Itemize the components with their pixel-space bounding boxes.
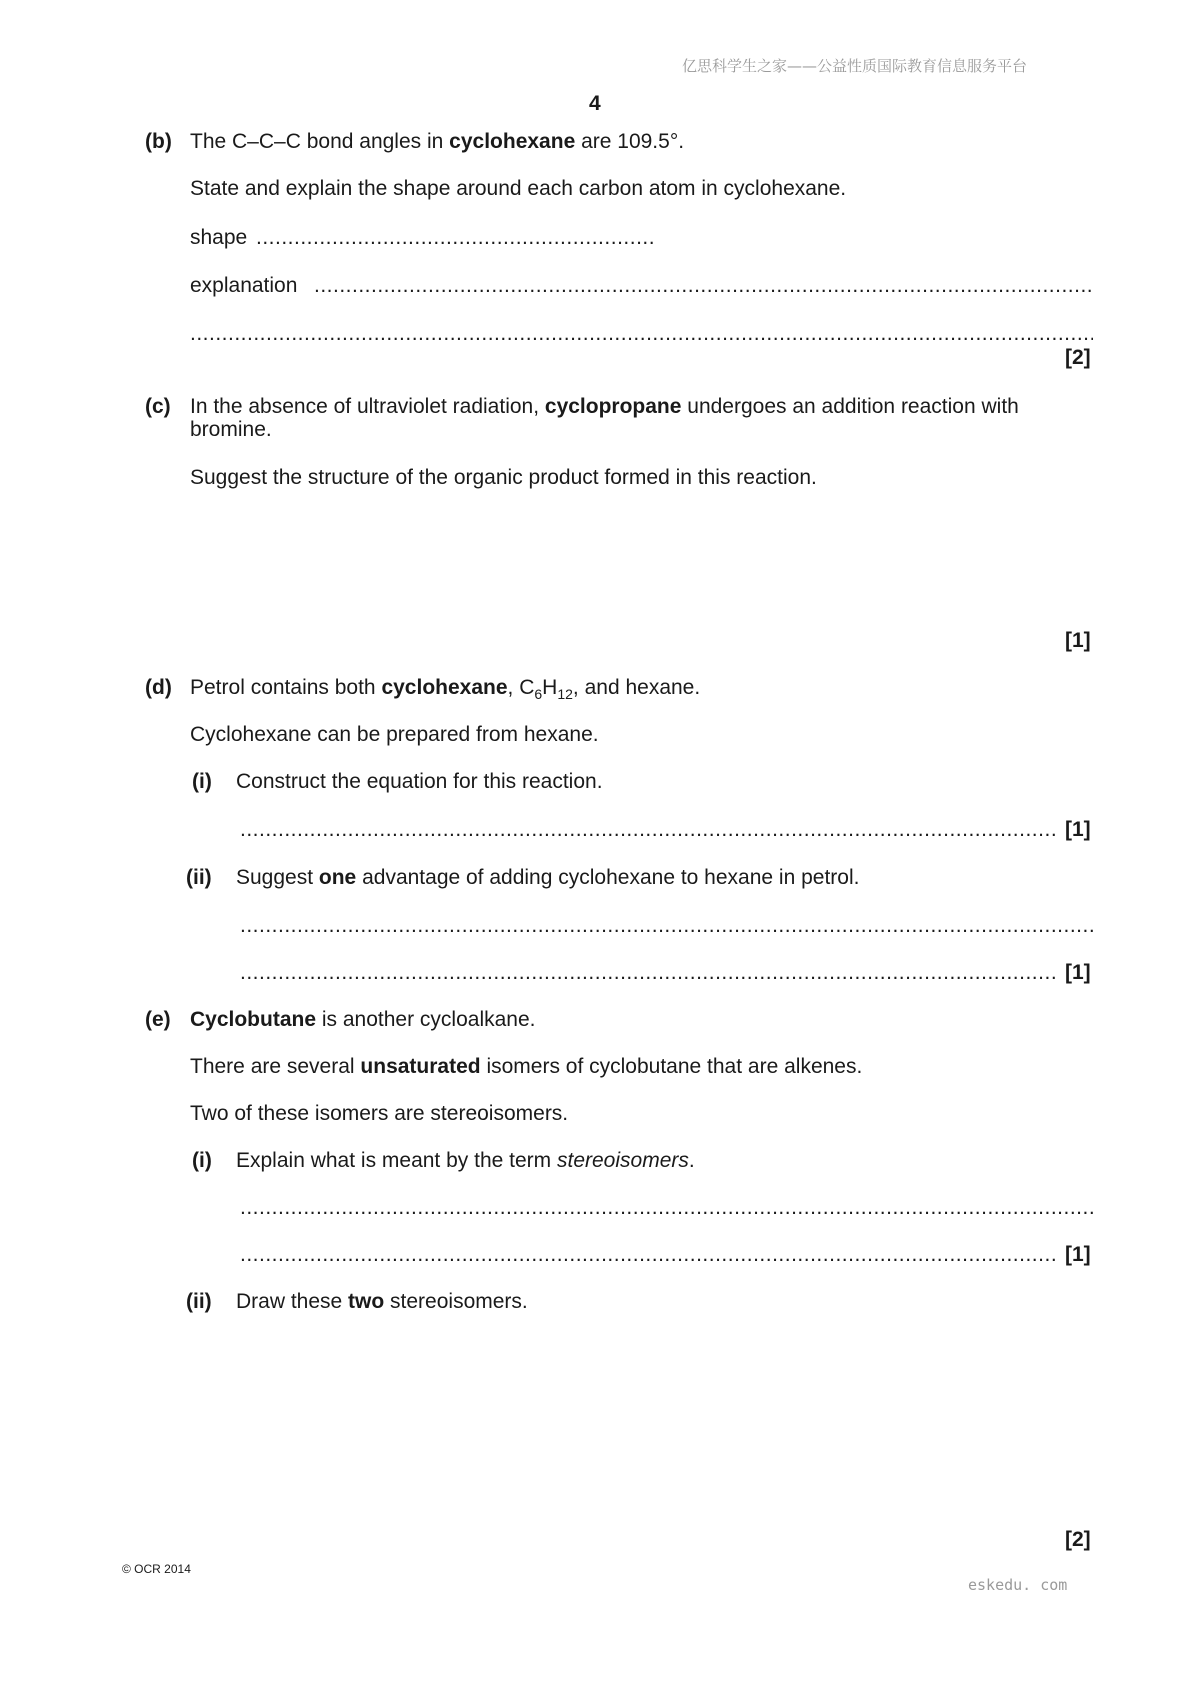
part-c-label: (c): [145, 395, 171, 418]
part-d-i-label: (i): [192, 770, 212, 793]
text: undergoes an addition reaction with: [681, 395, 1019, 418]
part-e-ii-text: [236, 1290, 528, 1314]
watermark-top: 亿思科学生之家——公益性质国际教育信息服务平台: [682, 57, 1028, 75]
part-e-ii-mark: [2]: [1065, 1528, 1091, 1551]
part-d-ii-text: [236, 866, 859, 890]
part-d-ii-label: (ii): [186, 866, 212, 889]
part-d-i-answer-line[interactable]: [240, 818, 1055, 842]
part-e-i-text: [236, 1149, 695, 1173]
subscript: 6: [534, 686, 543, 702]
part-d-i-text: Construct the equation for this reaction.: [236, 770, 603, 793]
part-d-i-mark: [1]: [1065, 818, 1091, 841]
part-e-ii-drawing-space[interactable]: [236, 1325, 1093, 1515]
text: .: [688, 1149, 695, 1172]
shape-label: shape: [190, 226, 248, 249]
part-c-stem-line2: bromine.: [190, 418, 272, 441]
part-e-label: (e): [145, 1008, 171, 1031]
text: , and hexane.: [572, 676, 701, 699]
keyword: two: [348, 1290, 385, 1313]
explanation-answer-line-2[interactable]: [190, 322, 1093, 346]
text: isomers of cyclobutane that are alkenes.: [480, 1055, 863, 1078]
text: , C: [507, 676, 535, 699]
copyright: © OCR 2014: [122, 1562, 191, 1576]
subscript: 12: [557, 686, 573, 702]
stem-line: [190, 395, 1019, 419]
part-e-i-label: (i): [192, 1149, 212, 1172]
part-b-label: (b): [145, 130, 172, 153]
text: Suggest: [236, 866, 319, 889]
keyword: one: [318, 866, 357, 889]
explanation-label: explanation: [190, 274, 298, 297]
part-d-line2: Cyclohexane can be prepared from hexane.: [190, 723, 599, 746]
text: In the absence of ultraviolet radiation,: [190, 395, 545, 418]
text: is another cycloalkane.: [316, 1008, 536, 1031]
part-e-i-answer-line-1[interactable]: [240, 1196, 1093, 1220]
part-d-label: (d): [145, 676, 172, 699]
part-e-line3: Two of these isomers are stereoisomers.: [190, 1102, 569, 1125]
part-c-stem: [190, 395, 1093, 419]
text: Petrol contains both: [190, 676, 382, 699]
shape-answer-line[interactable]: [256, 226, 656, 250]
text: advantage of adding cyclohexane to hexane in petrol.: [356, 866, 860, 889]
keyword: Cyclobutane: [190, 1008, 317, 1031]
part-d-stem: [190, 676, 700, 700]
part-d-ii-mark: [1]: [1065, 961, 1091, 984]
keyword: cyclopropane: [544, 395, 682, 418]
keyword: unsaturated: [360, 1055, 481, 1078]
keyword: cyclohexane: [381, 676, 508, 699]
watermark-bottom: eskedu. com: [968, 1576, 1068, 1594]
part-e-line2: [190, 1055, 862, 1079]
text: Explain what is meant by the term: [236, 1149, 557, 1172]
text: H: [542, 676, 558, 699]
part-c-prompt: Suggest the structure of the organic product formed in this reaction.: [190, 466, 817, 489]
explanation-answer-line-1[interactable]: [314, 274, 1093, 298]
text: There are several: [190, 1055, 361, 1078]
text: Draw these: [236, 1290, 349, 1313]
part-e-stem: [190, 1008, 536, 1032]
part-e-ii-label: (ii): [186, 1290, 212, 1313]
part-b-stem: [190, 130, 684, 154]
page-number: 4: [589, 92, 601, 115]
keyword: cyclohexane: [449, 130, 576, 153]
part-b-mark: [2]: [1065, 346, 1091, 369]
part-d-ii-answer-line-1[interactable]: [240, 914, 1093, 938]
part-c-mark: [1]: [1065, 629, 1091, 652]
part-e-i-answer-line-2[interactable]: [240, 1243, 1055, 1267]
text: stereoisomers.: [384, 1290, 528, 1313]
term: stereoisomers: [556, 1149, 689, 1172]
part-d-ii-answer-line-2[interactable]: [240, 961, 1055, 985]
text: are 109.5°.: [575, 130, 685, 153]
part-c-drawing-space[interactable]: [190, 500, 1093, 620]
part-b-prompt: State and explain the shape around each carbon atom in cyclohexane.: [190, 177, 847, 200]
text: The C–C–C bond angles in: [190, 130, 450, 153]
part-e-i-mark: [1]: [1065, 1243, 1091, 1266]
